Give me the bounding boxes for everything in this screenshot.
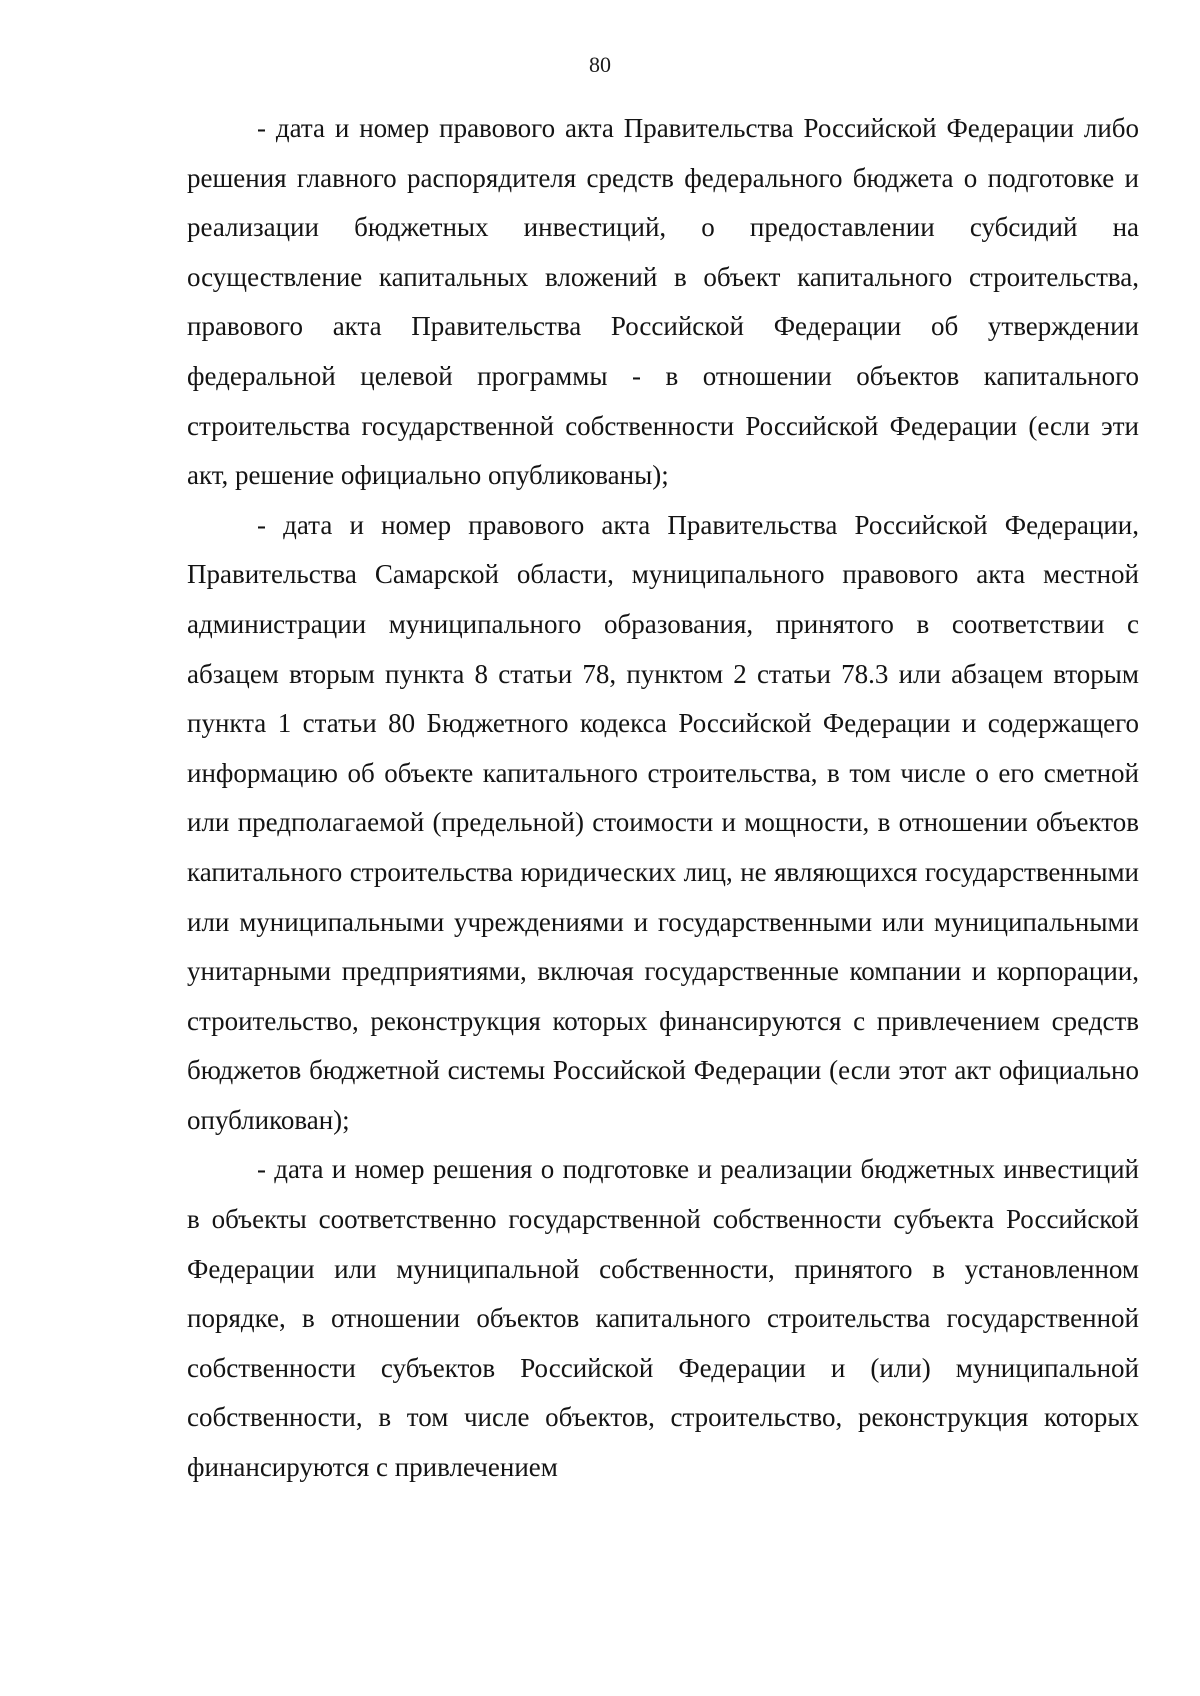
paragraph-investment-decision: - дата и номер решения о подготовке и реализации бюджетных инвестиций в объекты соответственно государственной собственности субъекта Российской Федерации или муниципальной собственности, принятого в установленном порядке, в отношении объектов капитального строительства государственной собственности субъектов Российской Федерации и (или) муниципальной собственности, в том числе объектов, строительство, реконструкция которых финансируются с привлечением (187, 1154, 1139, 1483)
page-number: 80 (589, 52, 611, 77)
paragraph-federal-legal-act: - дата и номер правового акта Правительства Российской Федерации либо решения главного распорядителя средств федерального бюджета о подготовке и реализации бюджетных инвестиций, о предоставлении субсидий на осуществление капитальных вложений в объект капитального строительства, правового акта Правительства Российской Федерации об утверждении федеральной целевой программы - в отношении объектов капитального строительства государственной собственности Российской Федерации (если эти акт, решение официально опубликованы); (187, 113, 1139, 491)
paragraph-samara-legal-act: - дата и номер правового акта Правительства Российской Федерации, Правительства Самарской области, муниципального правового акта местной администрации муниципального образования, принятого в соответствии с абзацем вторым пункта 8 статьи 78, пунктом 2 статьи 78.3 или абзацем вторым пункта 1 статьи 80 Бюджетного кодекса Российской Федерации и содержащего информацию об объекте капитального строительства, в том числе о его сметной или предполагаемой (предельной) стоимости и мощности, в отношении объектов капитального строительства юридических лиц, не являющихся государственными или муниципальными учреждениями и государственными или муниципальными унитарными предприятиями, включая государственные компании и корпорации, строительство, реконструкция которых финансируются с привлечением средств бюджетов бюджетной системы Российской Федерации (если этот акт официально опубликован); (187, 509, 1139, 1135)
document-body (187, 104, 1139, 1493)
